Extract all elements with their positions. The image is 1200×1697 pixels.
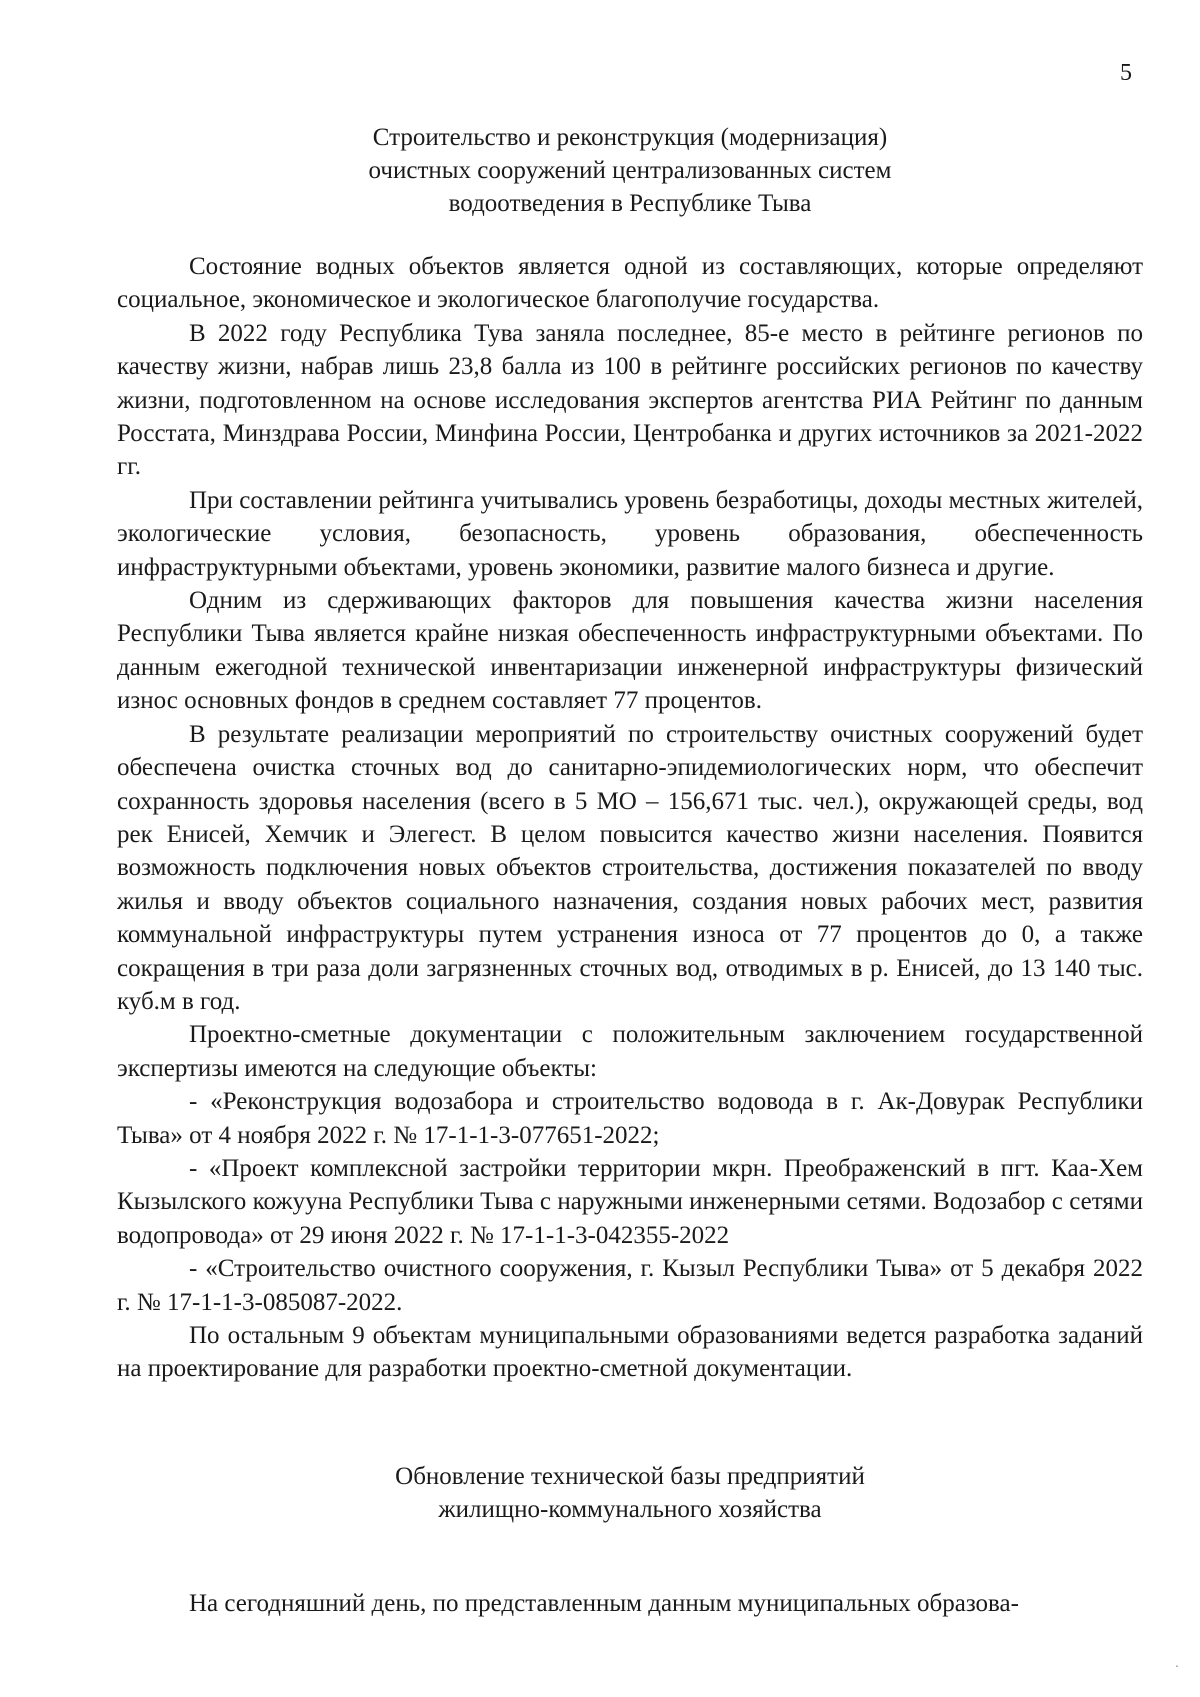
- paragraph: По остальным 9 объектам муниципальными образованиями ведется разработка заданий на проектирование для разработки проектно-сметной документации.: [117, 1322, 1143, 1383]
- heading-line: Строительство и реконструкция (модернизация): [372, 124, 888, 151]
- list-item: - «Проект комплексной застройки территории мкрн. Преображенский в пгт. Каа-Хем Кызылского кожууна Республики Тыва с наружными инженерными сетями. Водозабор с сетями водопровода» от 29 июня 2022 г. № 17-1-1-3-042355-2022: [117, 1154, 1143, 1249]
- paragraph: В 2022 году Республика Тува заняла последнее, 85-е место в рейтинге регионов по качеству жизни, набрав лишь 23,8 балла из 100 в рейтинге российских регионов по качеству жизни, подготовленном на основе исследования экспертов агентства РИА Рейтинг по данным Росстата, Минздрава России, Минфина России, Центробанка и других источников за 2021-2022 гг.: [117, 319, 1143, 481]
- heading-line: очистных сооружений централизованных систем: [368, 157, 892, 184]
- section-heading-utilities: [300, 1460, 960, 1526]
- paragraph: В результате реализации мероприятий по строительству очистных сооружений будет обеспечена очистка сточных вод до санитарно-эпидемиологических норм, что обеспечит сохранность здоровья населения (всего в 5 МО – 156,671 тыс. чел.), окружающей среды, вод рек Енисей, Хемчик и Элегест. В целом повысится качество жизни населения. Появится возможность подключения новых объектов строительства, достижения показателей по вводу жилья и вводу объектов социального назначения, создания новых рабочих мест, развития коммунальной инфраструктуры путем устранения износа от 77 процентов до 0, а также сокращения в три раза доли загрязненных сточных вод, отводимых в р. Енисей, до 13 140 тыс. куб.м в год.: [117, 720, 1143, 1015]
- section-body-utilities: [117, 1587, 1143, 1620]
- paragraph: На сегодняшний день, по представленным данным муниципальных образова-: [189, 1590, 1019, 1617]
- heading-line: жилищно-коммунального хозяйства: [438, 1496, 822, 1523]
- paragraph: Проектно-сметные документации с положительным заключением государственной экспертизы имеются на следующие объекты:: [117, 1021, 1143, 1082]
- scan-mark: ·: [1175, 1660, 1179, 1675]
- list-item: - «Реконструкция водозабора и строительство водовода в г. Ак-Довурак Республики Тыва» от 4 ноября 2022 г. № 17-1-1-3-077651-2022;: [117, 1088, 1143, 1149]
- heading-line: Обновление технической базы предприятий: [395, 1463, 865, 1490]
- paragraph: Состояние водных объектов является одной из составляющих, которые определяют социальное, экономическое и экологическое благополучие государства.: [117, 253, 1143, 314]
- paragraph: При составлении рейтинга учитывались уровень безработицы, доходы местных жителей, экологические условия, безопасность, уровень образования, обеспеченность инфраструктурными объектами, уровень экономики, развитие малого бизнеса и другие.: [117, 486, 1143, 581]
- heading-line: водоотведения в Республике Тыва: [448, 190, 812, 217]
- section-body-wastewater: [117, 250, 1143, 1386]
- page-number: 5: [1120, 60, 1132, 86]
- section-heading-wastewater: [300, 121, 960, 220]
- paragraph: Одним из сдерживающих факторов для повышения качества жизни населения Республики Тыва является крайне низкая обеспеченность инфраструктурными объектами. По данным ежегодной технической инвентаризации инженерной инфраструктуры физический износ основных фондов в среднем составляет 77 процентов.: [117, 587, 1143, 715]
- list-item: - «Строительство очистного сооружения, г. Кызыл Республики Тыва» от 5 декабря 2022 г. № 17-1-1-3-085087-2022.: [117, 1255, 1143, 1316]
